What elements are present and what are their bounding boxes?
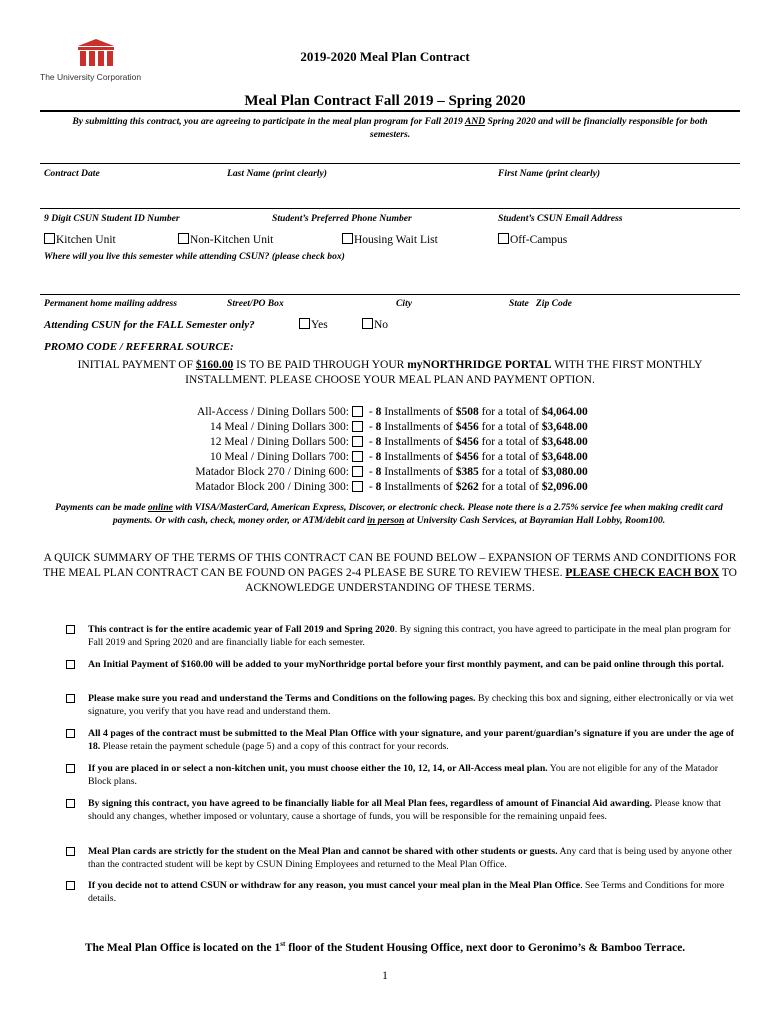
plan-total: $4,064.00 [541, 405, 588, 418]
term-item[interactable] [66, 762, 742, 788]
installments-of: Installments of [381, 480, 456, 493]
term-checkbox[interactable] [66, 727, 88, 753]
name-line[interactable] [40, 163, 740, 164]
plan-dash: - [366, 420, 376, 433]
office-location: The Meal Plan Office is located on the 1st floor of the Student Housing Office, next door to Geronimo’s & Bamboo Terrace. [84, 940, 686, 954]
installments-of: Installments of [381, 465, 456, 478]
checkbox[interactable] [498, 233, 509, 244]
plan-dash: - [366, 405, 376, 418]
installment-amount: $508 [455, 405, 479, 418]
terms-summary-intro: A QUICK SUMMARY OF THE TERMS OF THIS CONTRACT CAN BE FOUND BELOW – EXPANSION OF TERMS AND CONDITIONS FOR THE MEAL PLAN CONTRACT CAN BE FOUND ON PAGES 2-4 PLEASE BE SURE TO REVIEW THESE. PLEASE CHECK EACH BOX TO ACKNOWLEDGE UNDERSTANDING OF THESE TERMS. [43, 552, 737, 594]
installment-count: 8 [375, 420, 382, 433]
term-text: If you are placed in or select a non-kitchen unit, you must choose either the 10, 12, 14, or All-Access meal plan. You are not eligible for any of the Matador Block plans. [88, 763, 719, 787]
for-total: for a total of [478, 435, 542, 448]
plan-checkbox[interactable] [352, 466, 363, 477]
term-item[interactable] [66, 658, 742, 673]
checkbox[interactable] [362, 318, 373, 329]
state-zip-label: State Zip Code [509, 298, 572, 309]
term-text: All 4 pages of the contract must be submitted to the Meal Plan Office with your signature, and your parent/guardian’s signature if you are under the age of 18. Please retain the payment schedule (page 5) and a copy of this contract for your records. [88, 728, 735, 752]
term-checkbox[interactable] [66, 762, 88, 788]
plan-name: 10 Meal / Dining Dollars 700: [210, 450, 349, 463]
fall-only-yes[interactable]: Yes [299, 318, 328, 331]
installments-of: Installments of [381, 420, 456, 433]
term-text: If you decide not to attend CSUN or withdraw for any reason, you must cancel your meal plan in the Meal Plan Office. See Terms and Conditions for more details. [88, 880, 725, 904]
checkbox[interactable] [342, 233, 353, 244]
term-item[interactable] [66, 879, 742, 905]
fall-only-question: Attending CSUN for the FALL Semester only? [44, 319, 255, 331]
document-title: 2019-2020 Meal Plan Contract [300, 49, 470, 64]
meal-plan-row[interactable] [170, 464, 640, 479]
plan-name: All-Access / Dining Dollars 500: [196, 405, 349, 418]
fall-only-no[interactable]: No [362, 318, 388, 331]
housing-off-campus[interactable]: Off-Campus [498, 233, 567, 246]
term-item[interactable] [66, 692, 742, 718]
installment-count: 8 [375, 450, 382, 463]
meal-plan-row[interactable] [170, 479, 640, 494]
term-checkbox[interactable] [66, 879, 88, 905]
plan-dash: - [366, 480, 376, 493]
id-line[interactable] [40, 208, 740, 209]
term-checkbox[interactable] [66, 692, 88, 718]
installment-amount: $262 [455, 480, 479, 493]
contract-date-label: Contract Date [44, 168, 100, 179]
for-total: for a total of [478, 480, 542, 493]
phone-label: Student’s Preferred Phone Number [272, 213, 412, 224]
for-total: for a total of [478, 405, 542, 418]
plan-total: $3,648.00 [541, 450, 588, 463]
initial-payment-notice: INITIAL PAYMENT OF $160.00 IS TO BE PAID THROUGH YOUR myNORTHRIDGE PORTAL WITH THE FIRST MONTHLY INSTALLMENT. PLEASE CHOOSE YOUR MEAL PLAN AND PAYMENT OPTION. [77, 359, 703, 386]
plan-total: $3,648.00 [541, 435, 588, 448]
plan-name: Matador Block 200 / Dining 300: [195, 480, 349, 493]
installment-count: 8 [375, 480, 382, 493]
plan-checkbox[interactable] [352, 481, 363, 492]
student-id-label: 9 Digit CSUN Student ID Number [44, 213, 180, 224]
term-text: Please make sure you read and understand the Terms and Conditions on the following pages. By checking this box and signing, either electronically or via wet signature, you verify that you have read and understand them. [88, 693, 734, 717]
term-item[interactable] [66, 727, 742, 753]
plan-dash: - [366, 465, 376, 478]
meal-plan-row[interactable] [170, 404, 640, 419]
email-label: Student’s CSUN Email Address [498, 213, 623, 224]
installment-count: 8 [375, 405, 382, 418]
plan-total: $3,648.00 [541, 420, 588, 433]
installments-of: Installments of [381, 450, 456, 463]
term-checkbox[interactable] [66, 797, 88, 823]
term-checkbox[interactable] [66, 845, 88, 871]
plan-checkbox[interactable] [352, 406, 363, 417]
plan-dash: - [366, 435, 376, 448]
term-item[interactable] [66, 845, 742, 871]
plan-dash: - [366, 450, 376, 463]
plan-checkbox[interactable] [352, 421, 363, 432]
plan-name: 14 Meal / Dining Dollars 300: [210, 420, 349, 433]
checkbox[interactable] [299, 318, 310, 329]
term-item[interactable] [66, 623, 742, 649]
installment-count: 8 [375, 435, 382, 448]
page-number: 1 [382, 970, 388, 982]
term-item[interactable] [66, 797, 742, 823]
for-total: for a total of [478, 465, 542, 478]
installments-of: Installments of [381, 405, 456, 418]
for-total: for a total of [478, 420, 542, 433]
mailing-address-label: Permanent home mailing address [44, 298, 177, 309]
plan-checkbox[interactable] [352, 436, 363, 447]
meal-plan-row[interactable] [170, 434, 640, 449]
term-checkbox[interactable] [66, 658, 88, 673]
installment-amount: $456 [455, 450, 479, 463]
term-text: An Initial Payment of $160.00 will be added to your myNorthridge portal before your first monthly payment, and can be paid online through this portal. [88, 659, 724, 670]
title-rule [40, 110, 740, 112]
street-label: Street/PO Box [227, 298, 284, 309]
plan-total: $2,096.00 [541, 480, 588, 493]
installment-amount: $385 [455, 465, 479, 478]
for-total: for a total of [478, 450, 542, 463]
last-name-label: Last Name (print clearly) [227, 168, 327, 179]
housing-question: Where will you live this semester while attending CSUN? (please check box) [44, 251, 345, 262]
intro-statement: By submitting this contract, you are agreeing to participate in the meal plan program for Fall 2019 AND Spring 2020 and will be financially responsible for both semesters. [72, 116, 708, 140]
first-name-label: First Name (print clearly) [498, 168, 601, 179]
term-text: By signing this contract, you have agreed to be financially liable for all Meal Plan fees, regardless of amount of Financial Aid awarding. Please know that should any changes, whether imposed or voluntary, cause a shortage of funds, you will be responsible for the remaining unpaid fees. [88, 798, 721, 822]
plan-name: 12 Meal / Dining Dollars 500: [210, 435, 349, 448]
plan-name: Matador Block 270 / Dining 600: [195, 465, 349, 478]
plan-total: $3,080.00 [541, 465, 588, 478]
term-text: Meal Plan cards are strictly for the student on the Meal Plan and cannot be shared with other students or guests. Any card that is being used by anyone other than the contracted student will be kept by CSUN Dining Employees and returned to the Meal Plan Office. [88, 846, 733, 870]
term-checkbox[interactable] [66, 623, 88, 649]
installment-count: 8 [375, 465, 382, 478]
installment-amount: $456 [455, 420, 479, 433]
housing-non-kitchen-unit[interactable]: Non-Kitchen Unit [178, 233, 273, 246]
promo-code-label: PROMO CODE / REFERRAL SOURCE: [44, 341, 234, 353]
plan-checkbox[interactable] [352, 451, 363, 462]
checkbox[interactable] [44, 233, 55, 244]
meal-plan-row[interactable] [170, 449, 640, 464]
city-label: City [396, 298, 412, 309]
installment-amount: $456 [455, 435, 479, 448]
address-line[interactable] [40, 294, 740, 295]
housing-wait-list[interactable]: Housing Wait List [342, 233, 438, 246]
installments-of: Installments of [381, 435, 456, 448]
org-name: The University Corporation [40, 72, 142, 82]
contract-title: Meal Plan Contract Fall 2019 – Spring 2020 [244, 93, 526, 109]
meal-plan-row[interactable] [170, 419, 640, 434]
payment-methods-note: Payments can be made online with VISA/MasterCard, American Express, Discover, or electronic check. Please note there is a 2.75% service fee when making credit card payments. Or with cash, check, money order, or ATM/debit card in person at University Cash Services, at Bayramian Hall Lobby, Room100. [55, 502, 723, 526]
meal-plan-options [170, 404, 640, 494]
term-text: This contract is for the entire academic year of Fall 2019 and Spring 2020. By signing this contract, you have agreed to participate in the meal plan program for Fall 2019 and Spring 2020 and are financially liable for each semester. [88, 624, 731, 648]
checkbox[interactable] [178, 233, 189, 244]
housing-kitchen-unit[interactable]: Kitchen Unit [44, 233, 116, 246]
